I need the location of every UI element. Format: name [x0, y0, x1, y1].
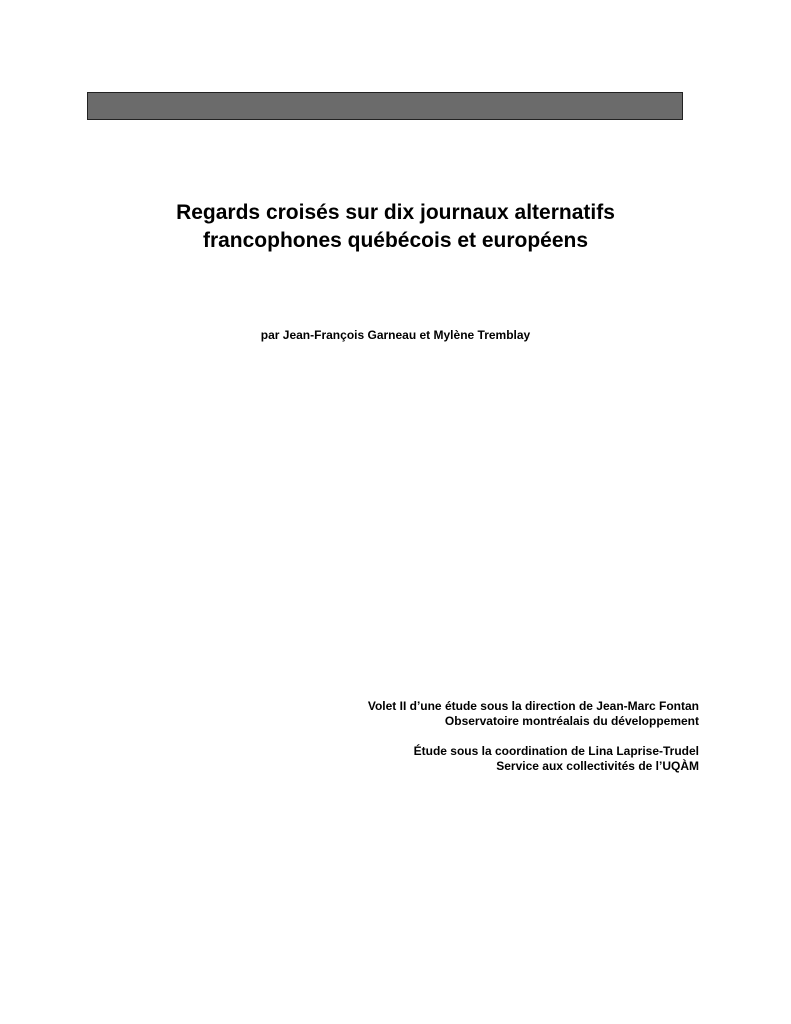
document-title: [0, 199, 791, 255]
credits-direction-block: [368, 699, 699, 729]
credits-observatoire-line: Observatoire montréalais du développement: [444, 714, 699, 728]
credits-coordination-block: [414, 744, 699, 774]
document-title-line-1: Regards croisés sur dix journaux alternatifs: [176, 201, 615, 224]
credits-coordination-line: Étude sous la coordination de Lina Laprise-Trudel: [413, 744, 699, 758]
credits-direction-line: Volet II d’une étude sous la direction de Jean-Marc Fontan: [367, 699, 699, 713]
credits-service-line: Service aux collectivités de l’UQÀM: [496, 759, 699, 773]
document-title-line-2: francophones québécois et européens: [202, 229, 589, 252]
header-bar: [87, 92, 683, 120]
authors-line: par Jean-François Garneau et Mylène Tremblay: [260, 328, 531, 342]
